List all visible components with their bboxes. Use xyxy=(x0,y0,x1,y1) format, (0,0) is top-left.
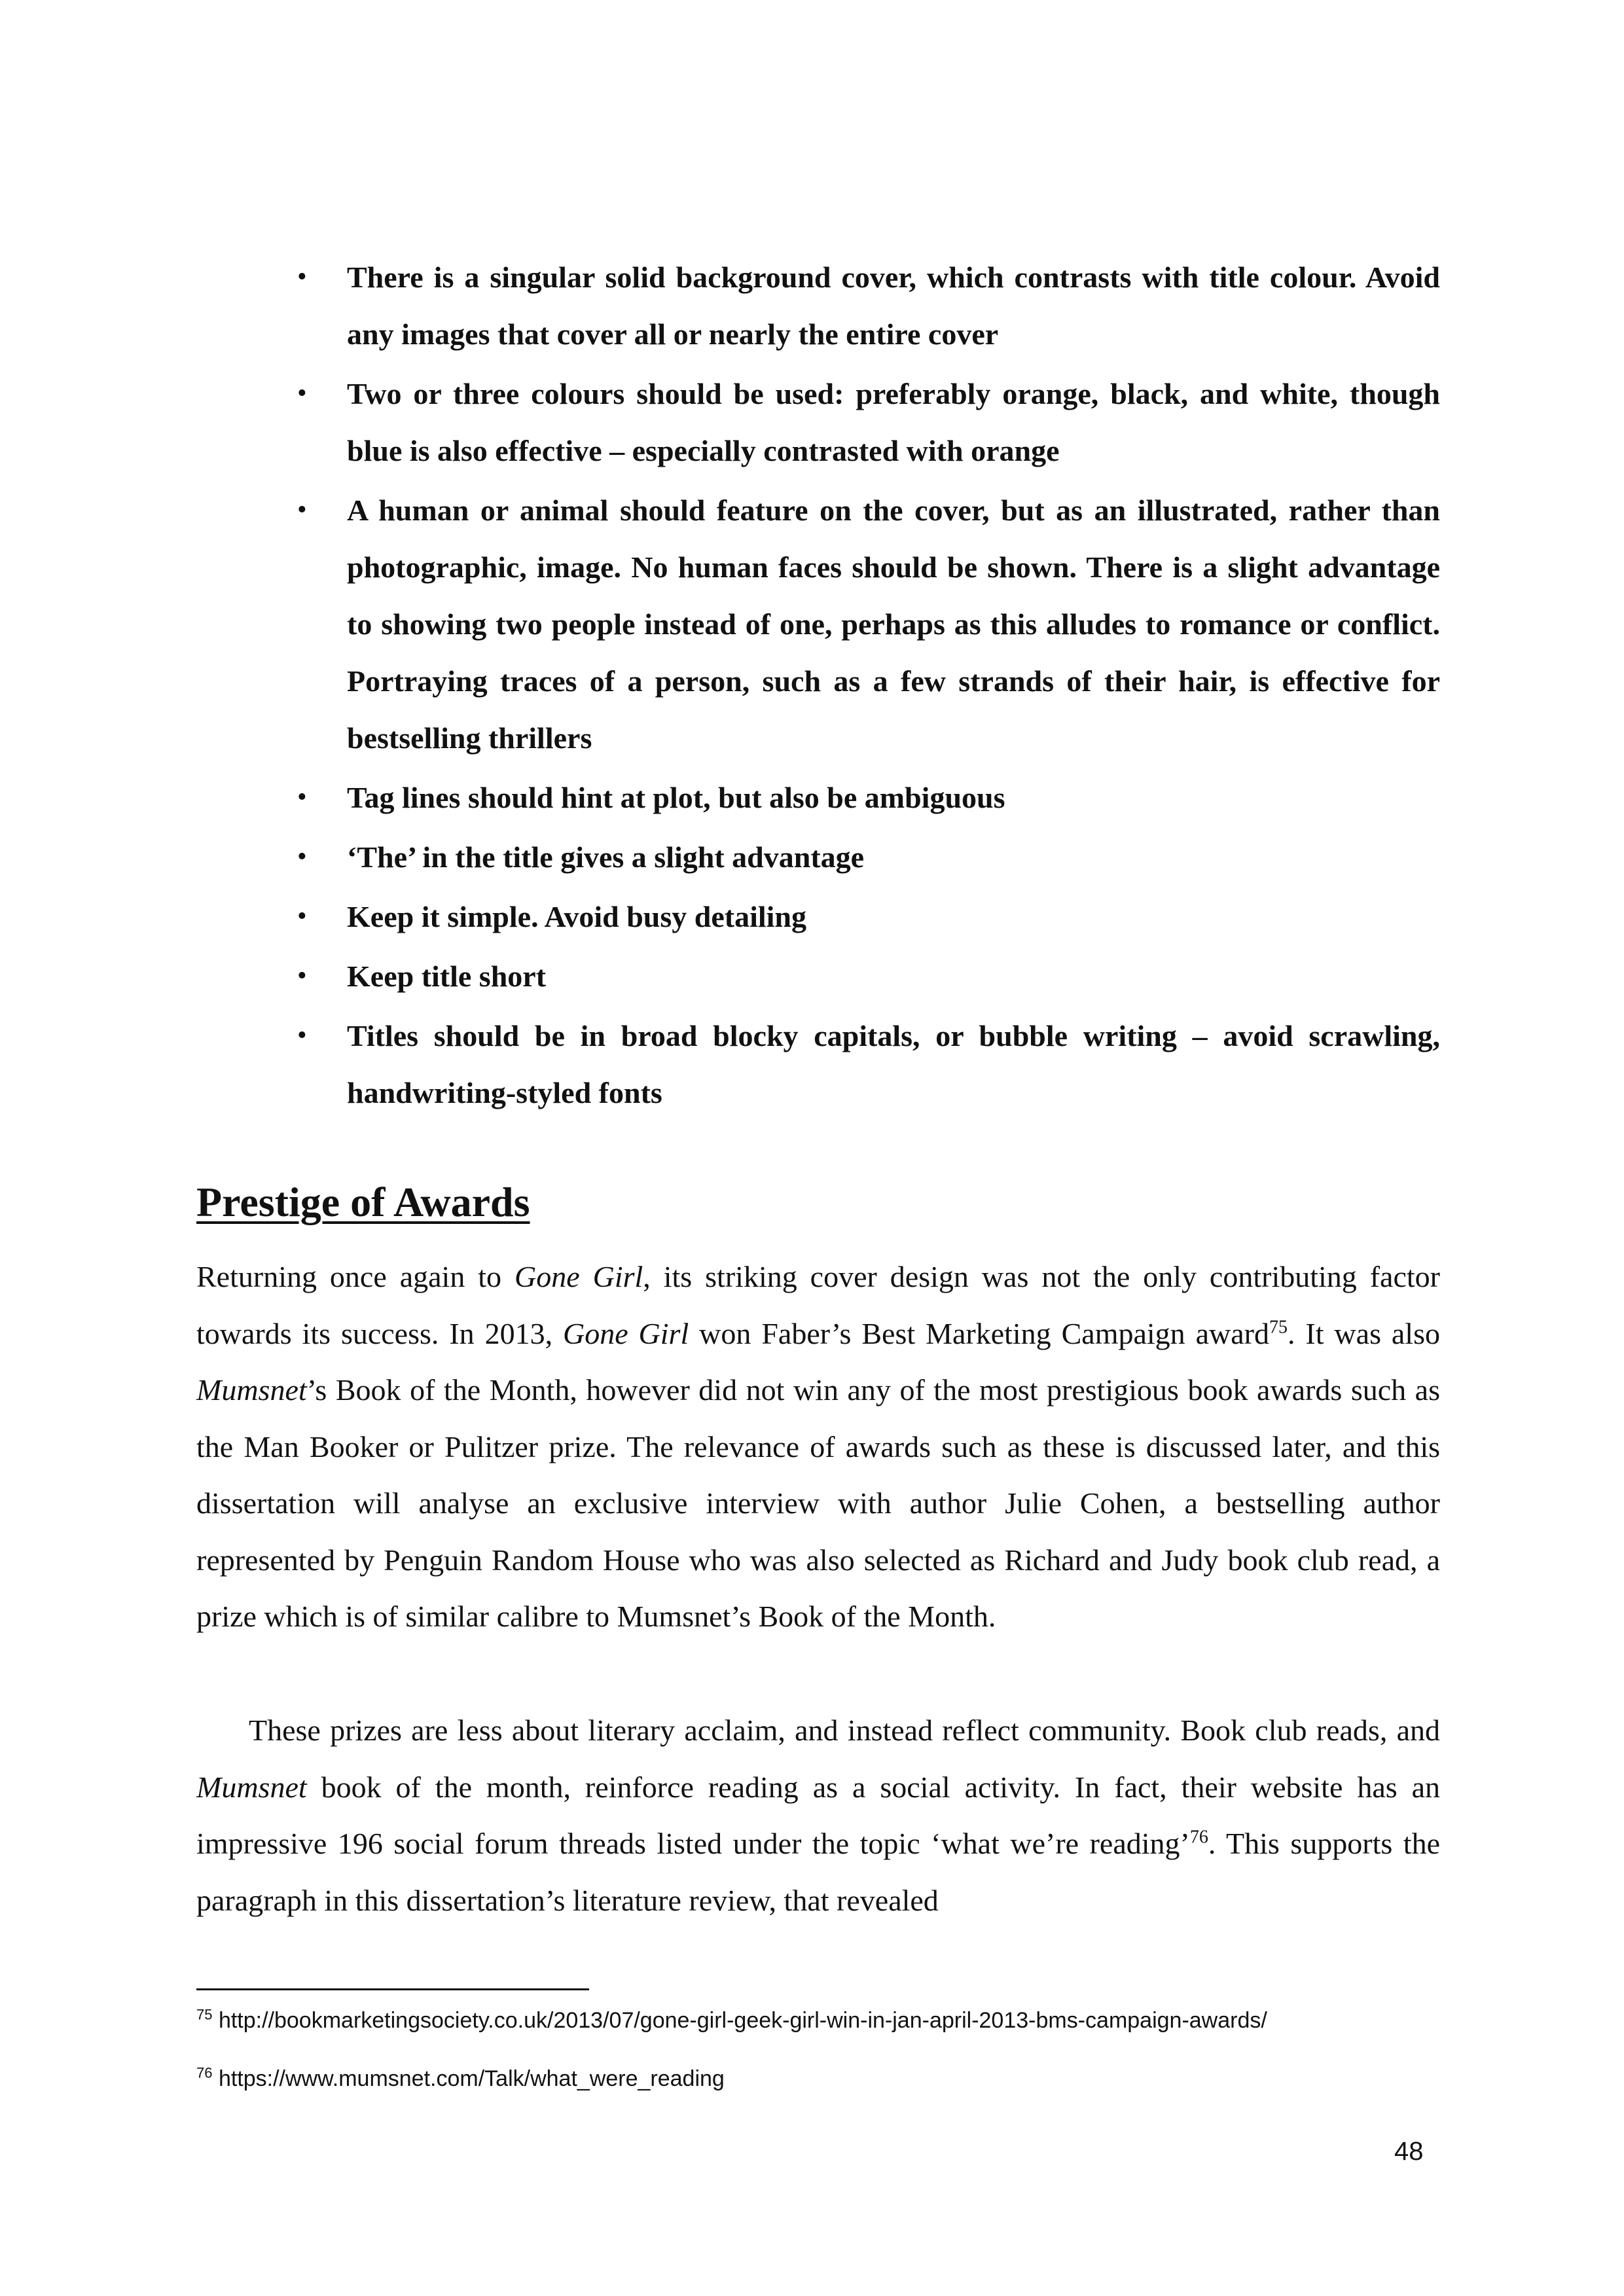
paragraph-text: ’s Book of the Month, however did not win any of the most prestigious book awards such as the Man Booker or Pulitzer prize. The relevance of awards such as these is discussed later, and this dissertation will analyse an exclusive interview with author Julie Cohen, a bestselling author represented by Penguin Random House who was also selected as Richard and Judy book club read, a prize which is of similar calibre to Mumsnet’s Book of the Month. xyxy=(196,1373,1440,1633)
list-item xyxy=(288,482,1440,766)
bullet-icon: • xyxy=(297,262,307,292)
footnote xyxy=(196,2007,1440,2034)
bullet-icon: • xyxy=(297,782,307,812)
paragraph-text: Returning once again to xyxy=(196,1260,515,1293)
publication-name-italic: Mumsnet xyxy=(196,1373,307,1407)
footnote-reference[interactable]: 75 xyxy=(1269,1317,1288,1338)
bullet-icon: • xyxy=(297,842,307,872)
cover-design-bullet-list xyxy=(288,249,1440,1124)
paragraph-awards xyxy=(196,1249,1440,1645)
list-item xyxy=(288,1007,1440,1121)
list-item xyxy=(288,948,1440,1005)
paragraph-text: These prizes are less about literary acclaim, and instead reflect community. Book club reads, and xyxy=(249,1713,1440,1747)
list-item-text: Keep it simple. Avoid busy detailing xyxy=(347,900,807,933)
footnote-url[interactable]: https://www.mumsnet.com/Talk/what_were_reading xyxy=(218,2066,725,2091)
footnote-reference[interactable]: 76 xyxy=(1189,1827,1208,1848)
footnote xyxy=(196,2065,1440,2092)
list-item-text: Tag lines should hint at plot, but also be ambiguous xyxy=(347,781,1005,814)
paragraph-text: book of the month, reinforce reading as a social activity. In fact, their website has an impressive 196 social forum threads listed under the topic ‘what we’re reading’ xyxy=(196,1770,1440,1860)
list-item xyxy=(288,829,1440,886)
paragraph-text: won Faber’s Best Marketing Campaign award xyxy=(689,1316,1269,1350)
paragraph-text: . It was also xyxy=(1287,1316,1440,1350)
publication-name-italic: Mumsnet xyxy=(196,1770,307,1804)
paragraph-text: . This supports the paragraph in this dissertation’s literature review, that revealed xyxy=(196,1827,1440,1917)
book-title-italic: Gone Girl xyxy=(563,1316,689,1350)
list-item xyxy=(288,769,1440,826)
list-item-text: A human or animal should feature on the cover, but as an illustrated, rather than photographic, image. No human faces should be shown. There is a slight advantage to showing two people instead of one, perhaps as this alludes to romance or conflict. Portraying traces of a person, such as a few strands of their hair, is effective for bestselling thrillers xyxy=(347,493,1440,755)
bullet-icon: • xyxy=(297,961,307,991)
bullet-icon: • xyxy=(297,901,307,931)
bullet-icon: • xyxy=(297,378,307,408)
page-number: 48 xyxy=(1394,2137,1424,2166)
list-item xyxy=(288,365,1440,479)
list-item xyxy=(288,249,1440,363)
footnote-divider xyxy=(196,1988,589,1990)
section-heading: Prestige of Awards xyxy=(196,1179,530,1225)
footnote-number: 75 xyxy=(196,2006,213,2023)
paragraph-community xyxy=(196,1702,1440,1929)
bullet-icon: • xyxy=(297,495,307,525)
book-title-italic: Gone Girl xyxy=(514,1260,643,1293)
footnote-number: 76 xyxy=(196,2064,213,2081)
footnote-url[interactable]: http://bookmarketingsociety.co.uk/2013/07/gone-girl-geek-girl-win-in-jan-april-2013-bms-campaign-awards/ xyxy=(218,2008,1267,2033)
paragraph-text: , its striking cover design was not the only contributing factor towards its success. In 2013, xyxy=(196,1260,1440,1350)
list-item-text: Titles should be in broad blocky capitals, or bubble writing – avoid scrawling, handwriting-styled fonts xyxy=(347,1019,1440,1109)
list-item-text: ‘The’ in the title gives a slight advantage xyxy=(347,840,865,874)
bullet-icon: • xyxy=(297,1020,307,1050)
list-item-text: Keep title short xyxy=(347,960,547,993)
list-item-text: There is a singular solid background cover, which contrasts with title colour. Avoid any images that cover all or nearly the entire cover xyxy=(347,260,1440,351)
list-item-text: Two or three colours should be used: preferably orange, black, and white, though blue is also effective – especially contrasted with orange xyxy=(347,377,1440,467)
list-item xyxy=(288,888,1440,945)
